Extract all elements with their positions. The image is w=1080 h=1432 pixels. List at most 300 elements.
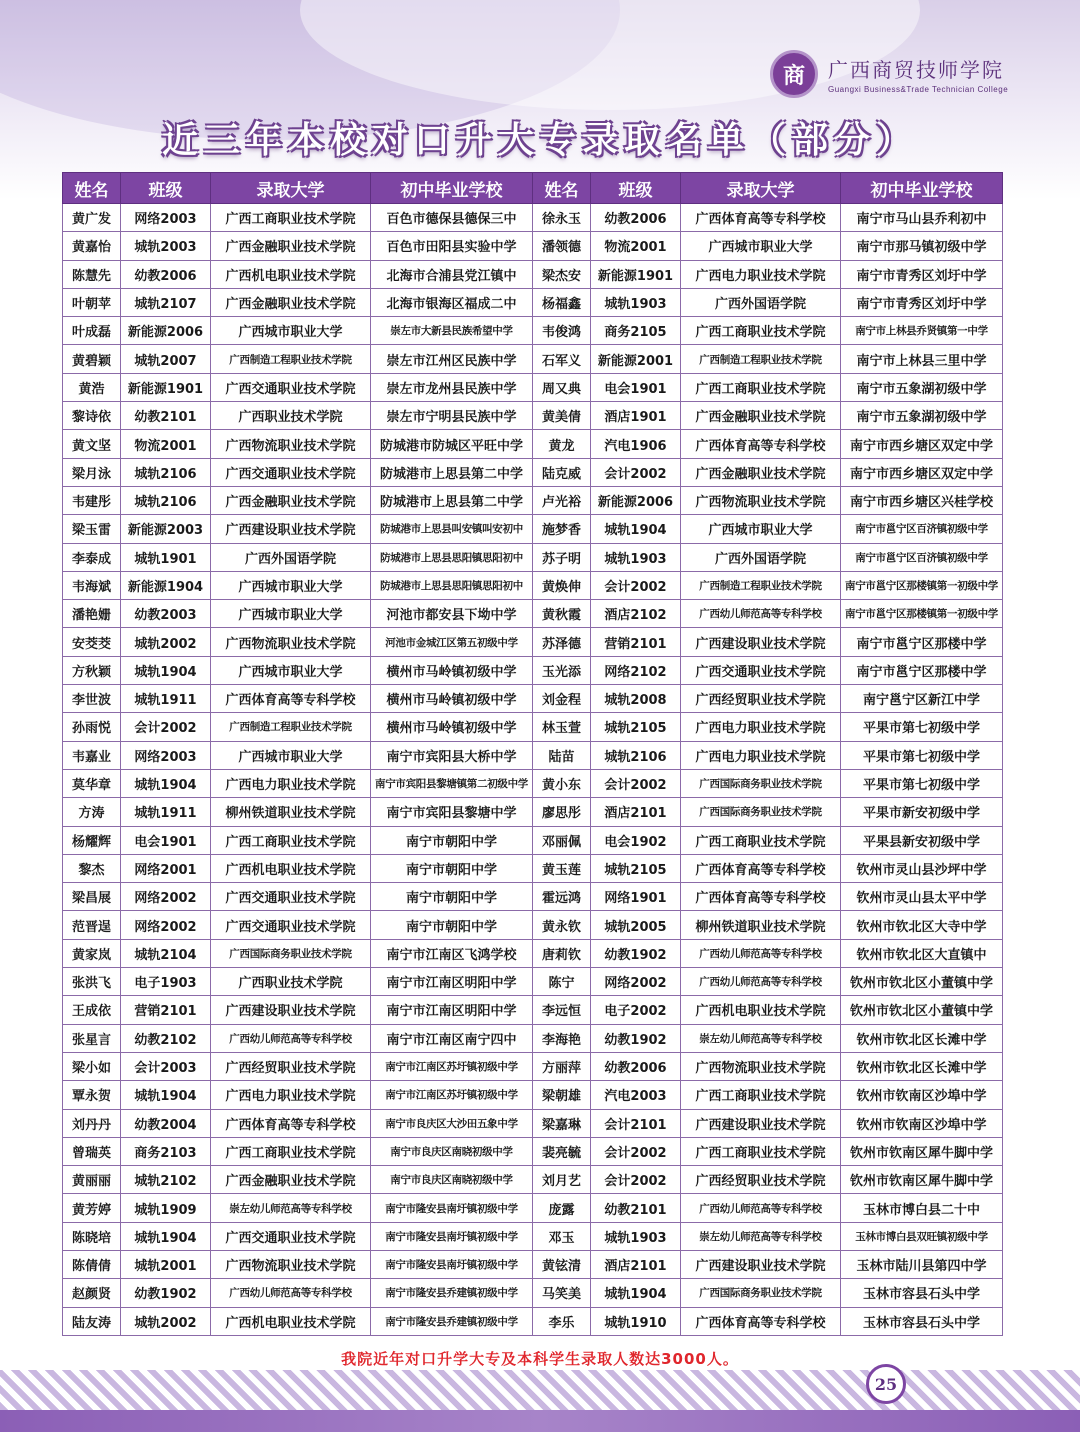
class-cell: 幼教2101 [591, 1194, 681, 1222]
class-cell: 城轨1903 [591, 543, 681, 571]
class-cell: 城轨1903 [591, 288, 681, 316]
university-cell: 广西城市职业大学 [211, 571, 371, 599]
class-cell: 会计2002 [591, 1137, 681, 1165]
middle-school-cell: 钦州市钦南区犀牛脚中学 [841, 1137, 1003, 1165]
middle-school-cell: 南宁市邕宁区那楼镇第一初级中学 [841, 600, 1003, 628]
class-cell: 新能源2006 [591, 486, 681, 514]
class-cell: 会计2002 [591, 1166, 681, 1194]
student-name-cell: 刘月艺 [533, 1166, 591, 1194]
university-cell: 广西物流职业技术学院 [211, 1250, 371, 1278]
class-cell: 营销2101 [591, 628, 681, 656]
middle-school-cell: 钦州市钦北区大寺中学 [841, 911, 1003, 939]
middle-school-cell: 南宁市隆安县南圩镇初级中学 [371, 1250, 533, 1278]
class-cell: 会计2003 [121, 1052, 211, 1080]
university-cell: 广西制造工程职业技术学院 [211, 713, 371, 741]
class-cell: 新能源1904 [121, 571, 211, 599]
university-cell: 广西电力职业技术学院 [211, 769, 371, 797]
middle-school-cell: 南宁市隆安县乔建镇初级中学 [371, 1279, 533, 1307]
student-name-cell: 覃永贺 [63, 1081, 121, 1109]
student-name-cell: 黎杰 [63, 854, 121, 882]
page-title: 近三年本校对口升大专录取名单（部分） [161, 120, 918, 161]
university-cell: 柳州铁道职业技术学院 [681, 911, 841, 939]
college-name [828, 54, 1008, 94]
student-name-cell: 苏泽德 [533, 628, 591, 656]
class-cell: 城轨1911 [121, 798, 211, 826]
middle-school-cell: 南宁市朝阳中学 [371, 883, 533, 911]
student-name-cell: 潘领德 [533, 232, 591, 260]
middle-school-cell: 南宁市江南区明阳中学 [371, 996, 533, 1024]
table-row [63, 288, 1003, 316]
class-cell: 幼教2006 [591, 1052, 681, 1080]
middle-school-cell: 河池市金城江区第五初级中学 [371, 628, 533, 656]
student-name-cell: 林玉萱 [533, 713, 591, 741]
class-cell: 城轨2001 [121, 1250, 211, 1278]
student-name-cell: 刘金程 [533, 685, 591, 713]
class-cell: 城轨2106 [121, 458, 211, 486]
university-cell: 广西工商职业技术学院 [681, 373, 841, 401]
table-row [63, 1222, 1003, 1250]
class-cell: 会计2002 [591, 769, 681, 797]
table-row [63, 968, 1003, 996]
middle-school-cell: 南宁市江南区飞鸿学校 [371, 939, 533, 967]
column-header-class: 班级 [591, 173, 681, 204]
middle-school-cell: 防城港市上思县第二中学 [371, 458, 533, 486]
table-row [63, 685, 1003, 713]
middle-school-cell: 南宁市宾阳县黎塘镇第二初级中学 [371, 769, 533, 797]
student-name-cell: 刘丹丹 [63, 1109, 121, 1137]
class-cell: 城轨1904 [121, 769, 211, 797]
footer-note: 我院近年对口升学大专及本科学生录取人数达3000人。 [341, 1350, 739, 1368]
middle-school-cell: 百色市田阳县实验中学 [371, 232, 533, 260]
class-cell: 网络1901 [591, 883, 681, 911]
student-name-cell: 庞露 [533, 1194, 591, 1222]
table-row [63, 911, 1003, 939]
class-cell: 幼教2004 [121, 1109, 211, 1137]
middle-school-cell: 钦州市钦北区小董镇中学 [841, 996, 1003, 1024]
student-name-cell: 方秋颖 [63, 656, 121, 684]
student-name-cell: 黄美倩 [533, 402, 591, 430]
student-name-cell: 卢光裕 [533, 486, 591, 514]
class-cell: 新能源2003 [121, 515, 211, 543]
university-cell: 广西幼儿师范高等专科学校 [681, 968, 841, 996]
class-cell: 酒店2102 [591, 600, 681, 628]
class-cell: 汽电2003 [591, 1081, 681, 1109]
table-row [63, 515, 1003, 543]
student-name-cell: 梁嘉琳 [533, 1109, 591, 1137]
middle-school-cell: 南宁市西乡塘区双定中学 [841, 430, 1003, 458]
university-cell: 广西体育高等专科学校 [681, 854, 841, 882]
column-header-name: 姓名 [533, 173, 591, 204]
class-cell: 幼教2006 [121, 260, 211, 288]
student-name-cell: 苏子明 [533, 543, 591, 571]
university-cell: 广西机电职业技术学院 [211, 1307, 371, 1335]
student-name-cell: 黄碧颖 [63, 345, 121, 373]
student-name-cell: 黄永钦 [533, 911, 591, 939]
student-name-cell: 韦海斌 [63, 571, 121, 599]
student-name-cell: 方涛 [63, 798, 121, 826]
university-cell: 广西电力职业技术学院 [681, 713, 841, 741]
table-row [63, 317, 1003, 345]
table-row [63, 1137, 1003, 1165]
middle-school-cell: 北海市合浦县党江镇中 [371, 260, 533, 288]
student-name-cell: 裴亮毓 [533, 1137, 591, 1165]
page-number: 25 [866, 1364, 906, 1404]
student-name-cell: 黄龙 [533, 430, 591, 458]
student-name-cell: 赵颜贤 [63, 1279, 121, 1307]
university-cell: 广西外国语学院 [211, 543, 371, 571]
middle-school-cell: 钦州市钦北区小董镇中学 [841, 968, 1003, 996]
middle-school-cell: 南宁市青秀区刘圩中学 [841, 288, 1003, 316]
decorative-pattern-band [0, 1370, 1080, 1410]
table-row [63, 373, 1003, 401]
university-cell: 广西工商职业技术学院 [681, 826, 841, 854]
class-cell: 城轨1904 [591, 1279, 681, 1307]
university-cell: 广西工商职业技术学院 [211, 826, 371, 854]
class-cell: 城轨1910 [591, 1307, 681, 1335]
middle-school-cell: 横州市马岭镇初级中学 [371, 685, 533, 713]
class-cell: 城轨2007 [121, 345, 211, 373]
column-header-university: 录取大学 [211, 173, 371, 204]
middle-school-cell: 平果市新安初级中学 [841, 798, 1003, 826]
university-cell: 广西机电职业技术学院 [211, 854, 371, 882]
class-cell: 商务2103 [121, 1137, 211, 1165]
middle-school-cell: 南宁市邕宁区百济镇初级中学 [841, 515, 1003, 543]
middle-school-cell: 南宁市江南区南宁四中 [371, 1024, 533, 1052]
university-cell: 广西职业技术学院 [211, 402, 371, 430]
column-header-name: 姓名 [63, 173, 121, 204]
college-logo [770, 46, 1070, 102]
university-cell: 广西交通职业技术学院 [211, 911, 371, 939]
class-cell: 幼教2003 [121, 600, 211, 628]
student-name-cell: 陆苗 [533, 741, 591, 769]
middle-school-cell: 南宁市邕宁区那楼中学 [841, 656, 1003, 684]
university-cell: 广西物流职业技术学院 [681, 486, 841, 514]
university-cell: 广西体育高等专科学校 [681, 430, 841, 458]
table-row [63, 1109, 1003, 1137]
university-cell: 广西工商职业技术学院 [681, 1137, 841, 1165]
table-row [63, 1024, 1003, 1052]
university-cell: 广西交通职业技术学院 [211, 883, 371, 911]
middle-school-cell: 南宁市良庆区南晓初级中学 [371, 1166, 533, 1194]
table-row [63, 769, 1003, 797]
university-cell: 广西物流职业技术学院 [211, 430, 371, 458]
student-name-cell: 陈宁 [533, 968, 591, 996]
class-cell: 物流2001 [591, 232, 681, 260]
university-cell: 广西金融职业技术学院 [211, 486, 371, 514]
university-cell: 广西建设职业技术学院 [681, 1109, 841, 1137]
university-cell: 广西机电职业技术学院 [211, 260, 371, 288]
student-name-cell: 王成依 [63, 996, 121, 1024]
university-cell: 广西电力职业技术学院 [681, 741, 841, 769]
table-row [63, 741, 1003, 769]
class-cell: 城轨2107 [121, 288, 211, 316]
middle-school-cell: 南宁市宾阳县大桥中学 [371, 741, 533, 769]
table-row [63, 458, 1003, 486]
column-header-middle-school: 初中毕业学校 [371, 173, 533, 204]
student-name-cell: 李远恒 [533, 996, 591, 1024]
class-cell: 新能源2006 [121, 317, 211, 345]
student-name-cell: 叶朝苹 [63, 288, 121, 316]
middle-school-cell: 南宁市良庆区大沙田五象中学 [371, 1109, 533, 1137]
student-name-cell: 孙雨悦 [63, 713, 121, 741]
class-cell: 网络2003 [121, 204, 211, 232]
university-cell: 广西国际商务职业技术学院 [681, 798, 841, 826]
student-name-cell: 黄秋霞 [533, 600, 591, 628]
class-cell: 城轨2105 [591, 854, 681, 882]
middle-school-cell: 南宁市江南区苏圩镇初级中学 [371, 1052, 533, 1080]
student-name-cell: 玉光添 [533, 656, 591, 684]
class-cell: 电会1901 [591, 373, 681, 401]
class-cell: 网络2102 [591, 656, 681, 684]
table-row [63, 1307, 1003, 1335]
university-cell: 广西城市职业大学 [211, 317, 371, 345]
class-cell: 城轨1904 [121, 656, 211, 684]
university-cell: 广西体育高等专科学校 [681, 883, 841, 911]
middle-school-cell: 钦州市钦北区长滩中学 [841, 1024, 1003, 1052]
class-cell: 新能源1901 [121, 373, 211, 401]
student-name-cell: 韦建彤 [63, 486, 121, 514]
student-name-cell: 梁昌展 [63, 883, 121, 911]
table-row [63, 628, 1003, 656]
table-row [63, 260, 1003, 288]
class-cell: 酒店1901 [591, 402, 681, 430]
middle-school-cell: 防城港市上思县叫安镇叫安初中 [371, 515, 533, 543]
class-cell: 城轨2105 [591, 713, 681, 741]
middle-school-cell: 南宁市隆安县乔建镇初级中学 [371, 1307, 533, 1335]
class-cell: 城轨1911 [121, 685, 211, 713]
student-name-cell: 霍远鸿 [533, 883, 591, 911]
university-cell: 广西金融职业技术学院 [681, 402, 841, 430]
university-cell: 广西制造工程职业技术学院 [681, 571, 841, 599]
university-cell: 广西体育高等专科学校 [681, 204, 841, 232]
middle-school-cell: 横州市马岭镇初级中学 [371, 656, 533, 684]
class-cell: 酒店2101 [591, 1250, 681, 1278]
middle-school-cell: 南宁市邕宁区那楼中学 [841, 628, 1003, 656]
university-cell: 广西交通职业技术学院 [211, 1222, 371, 1250]
class-cell: 幼教2102 [121, 1024, 211, 1052]
university-cell: 广西幼儿师范高等专科学校 [681, 600, 841, 628]
column-header-class: 班级 [121, 173, 211, 204]
student-name-cell: 黄嘉怡 [63, 232, 121, 260]
middle-school-cell: 钦州市钦南区沙埠中学 [841, 1081, 1003, 1109]
middle-school-cell: 防城港市上思县思阳镇思阳初中 [371, 543, 533, 571]
middle-school-cell: 北海市银海区福成二中 [371, 288, 533, 316]
class-cell: 幼教2006 [591, 204, 681, 232]
university-cell: 广西外国语学院 [681, 288, 841, 316]
university-cell: 广西工商职业技术学院 [211, 204, 371, 232]
university-cell: 广西工商职业技术学院 [681, 1081, 841, 1109]
university-cell: 广西制造工程职业技术学院 [211, 345, 371, 373]
university-cell: 广西国际商务职业技术学院 [211, 939, 371, 967]
table-row [63, 571, 1003, 599]
class-cell: 城轨1903 [591, 1222, 681, 1250]
middle-school-cell: 平果县新安初级中学 [841, 826, 1003, 854]
middle-school-cell: 玉林市容县石头中学 [841, 1279, 1003, 1307]
student-name-cell: 莫华章 [63, 769, 121, 797]
class-cell: 城轨1904 [121, 1081, 211, 1109]
middle-school-cell: 南宁市朝阳中学 [371, 826, 533, 854]
university-cell: 广西金融职业技术学院 [211, 232, 371, 260]
university-cell: 广西金融职业技术学院 [211, 1166, 371, 1194]
middle-school-cell: 防城港市上思县思阳镇思阳初中 [371, 571, 533, 599]
university-cell: 广西国际商务职业技术学院 [681, 769, 841, 797]
university-cell: 广西制造工程职业技术学院 [681, 345, 841, 373]
class-cell: 物流2001 [121, 430, 211, 458]
student-name-cell: 黎诗依 [63, 402, 121, 430]
student-name-cell: 方丽萍 [533, 1052, 591, 1080]
middle-school-cell: 百色市德保县德保三中 [371, 204, 533, 232]
university-cell: 崇左幼儿师范高等专科学校 [681, 1024, 841, 1052]
table-row [63, 232, 1003, 260]
middle-school-cell: 南宁市上林县乔贤镇第一中学 [841, 317, 1003, 345]
university-cell: 广西机电职业技术学院 [681, 996, 841, 1024]
university-cell: 广西工商职业技术学院 [681, 317, 841, 345]
student-name-cell: 李世波 [63, 685, 121, 713]
table-row [63, 854, 1003, 882]
university-cell: 广西国际商务职业技术学院 [681, 1279, 841, 1307]
middle-school-cell: 南宁市隆安县南圩镇初级中学 [371, 1194, 533, 1222]
student-name-cell: 陈晓培 [63, 1222, 121, 1250]
student-name-cell: 黄小东 [533, 769, 591, 797]
table-body [63, 204, 1003, 1336]
university-cell: 广西幼儿师范高等专科学校 [681, 939, 841, 967]
middle-school-cell: 南宁市江南区苏圩镇初级中学 [371, 1081, 533, 1109]
student-name-cell: 范晋逞 [63, 911, 121, 939]
student-name-cell: 黄浩 [63, 373, 121, 401]
university-cell: 广西经贸职业技术学院 [211, 1052, 371, 1080]
university-cell: 广西建设职业技术学院 [681, 1250, 841, 1278]
class-cell: 网络2003 [121, 741, 211, 769]
middle-school-cell: 钦州市灵山县太平中学 [841, 883, 1003, 911]
class-cell: 网络2002 [591, 968, 681, 996]
class-cell: 商务2105 [591, 317, 681, 345]
class-cell: 城轨2104 [121, 939, 211, 967]
class-cell: 城轨1901 [121, 543, 211, 571]
student-name-cell: 马笑美 [533, 1279, 591, 1307]
university-cell: 广西体育高等专科学校 [211, 685, 371, 713]
university-cell: 广西建设职业技术学院 [211, 515, 371, 543]
middle-school-cell: 河池市都安县下坳中学 [371, 600, 533, 628]
university-cell: 广西交通职业技术学院 [211, 458, 371, 486]
student-name-cell: 李泰成 [63, 543, 121, 571]
student-name-cell: 李海艳 [533, 1024, 591, 1052]
middle-school-cell: 南宁市邕宁区百济镇初级中学 [841, 543, 1003, 571]
class-cell: 城轨2008 [591, 685, 681, 713]
class-cell: 营销2101 [121, 996, 211, 1024]
class-cell: 城轨2005 [591, 911, 681, 939]
middle-school-cell: 钦州市钦北区长滩中学 [841, 1052, 1003, 1080]
university-cell: 广西电力职业技术学院 [211, 1081, 371, 1109]
middle-school-cell: 钦州市钦南区犀牛脚中学 [841, 1166, 1003, 1194]
table-row [63, 430, 1003, 458]
class-cell: 会计2002 [591, 458, 681, 486]
class-cell: 电子2002 [591, 996, 681, 1024]
middle-school-cell: 南宁市马山县乔利初中 [841, 204, 1003, 232]
middle-school-cell: 钦州市钦北区大直镇中 [841, 939, 1003, 967]
student-name-cell: 陆友涛 [63, 1307, 121, 1335]
student-name-cell: 黄文坚 [63, 430, 121, 458]
middle-school-cell: 南宁市那马镇初级中学 [841, 232, 1003, 260]
decorative-bottom-band [0, 1410, 1080, 1432]
university-cell: 广西城市职业大学 [211, 741, 371, 769]
college-name-cn: 广西商贸技师学院 [828, 58, 1004, 82]
university-cell: 广西城市职业大学 [211, 656, 371, 684]
university-cell: 广西体育高等专科学校 [681, 1307, 841, 1335]
middle-school-cell: 玉林市陆川县第四中学 [841, 1250, 1003, 1278]
table-row [63, 1194, 1003, 1222]
student-name-cell: 潘艳姗 [63, 600, 121, 628]
middle-school-cell: 平果市第七初级中学 [841, 713, 1003, 741]
middle-school-cell: 南宁市朝阳中学 [371, 911, 533, 939]
middle-school-cell: 南宁市上林县三里中学 [841, 345, 1003, 373]
middle-school-cell: 平果市第七初级中学 [841, 769, 1003, 797]
class-cell: 会计2002 [591, 571, 681, 599]
class-cell: 城轨2102 [121, 1166, 211, 1194]
class-cell: 城轨1909 [121, 1194, 211, 1222]
university-cell: 广西体育高等专科学校 [211, 1109, 371, 1137]
class-cell: 幼教1902 [591, 939, 681, 967]
university-cell: 柳州铁道职业技术学院 [211, 798, 371, 826]
student-name-cell: 黄丽丽 [63, 1166, 121, 1194]
middle-school-cell: 玉林市博白县双旺镇初级中学 [841, 1222, 1003, 1250]
student-name-cell: 邓玉 [533, 1222, 591, 1250]
class-cell: 汽电1906 [591, 430, 681, 458]
student-name-cell: 黄玉莲 [533, 854, 591, 882]
student-name-cell: 杨福鑫 [533, 288, 591, 316]
student-name-cell: 韦嘉业 [63, 741, 121, 769]
class-cell: 网络2002 [121, 883, 211, 911]
middle-school-cell: 南宁市隆安县南圩镇初级中学 [371, 1222, 533, 1250]
middle-school-cell: 横州市马岭镇初级中学 [371, 713, 533, 741]
university-cell: 广西金融职业技术学院 [211, 288, 371, 316]
student-name-cell: 黄铉清 [533, 1250, 591, 1278]
middle-school-cell: 崇左市江州区民族中学 [371, 345, 533, 373]
table-row [63, 345, 1003, 373]
university-cell: 广西电力职业技术学院 [681, 260, 841, 288]
student-name-cell: 黄芳婷 [63, 1194, 121, 1222]
student-name-cell: 徐永玉 [533, 204, 591, 232]
table-row [63, 939, 1003, 967]
university-cell: 广西职业技术学院 [211, 968, 371, 996]
table-row [63, 600, 1003, 628]
table-row [63, 543, 1003, 571]
middle-school-cell: 南宁市青秀区刘圩中学 [841, 260, 1003, 288]
middle-school-cell: 南宁邕宁区新江中学 [841, 685, 1003, 713]
student-name-cell: 梁朝雄 [533, 1081, 591, 1109]
class-cell: 城轨1904 [591, 515, 681, 543]
student-name-cell: 叶成磊 [63, 317, 121, 345]
university-cell: 广西城市职业大学 [681, 232, 841, 260]
class-cell: 城轨2002 [121, 628, 211, 656]
university-cell: 崇左幼儿师范高等专科学校 [211, 1194, 371, 1222]
admission-table [62, 172, 1003, 1336]
university-cell: 广西经贸职业技术学院 [681, 1166, 841, 1194]
table-row [63, 883, 1003, 911]
middle-school-cell: 防城港市上思县第二中学 [371, 486, 533, 514]
class-cell: 城轨2106 [591, 741, 681, 769]
table-row [63, 713, 1003, 741]
table-row [63, 402, 1003, 430]
student-name-cell: 梁小如 [63, 1052, 121, 1080]
university-cell: 广西外国语学院 [681, 543, 841, 571]
university-cell: 广西金融职业技术学院 [681, 458, 841, 486]
middle-school-cell: 南宁市江南区明阳中学 [371, 968, 533, 996]
student-name-cell: 邓丽佩 [533, 826, 591, 854]
student-name-cell: 张星言 [63, 1024, 121, 1052]
class-cell: 城轨2002 [121, 1307, 211, 1335]
column-header-middle-school: 初中毕业学校 [841, 173, 1003, 204]
middle-school-cell: 南宁市良庆区南晓初级中学 [371, 1137, 533, 1165]
